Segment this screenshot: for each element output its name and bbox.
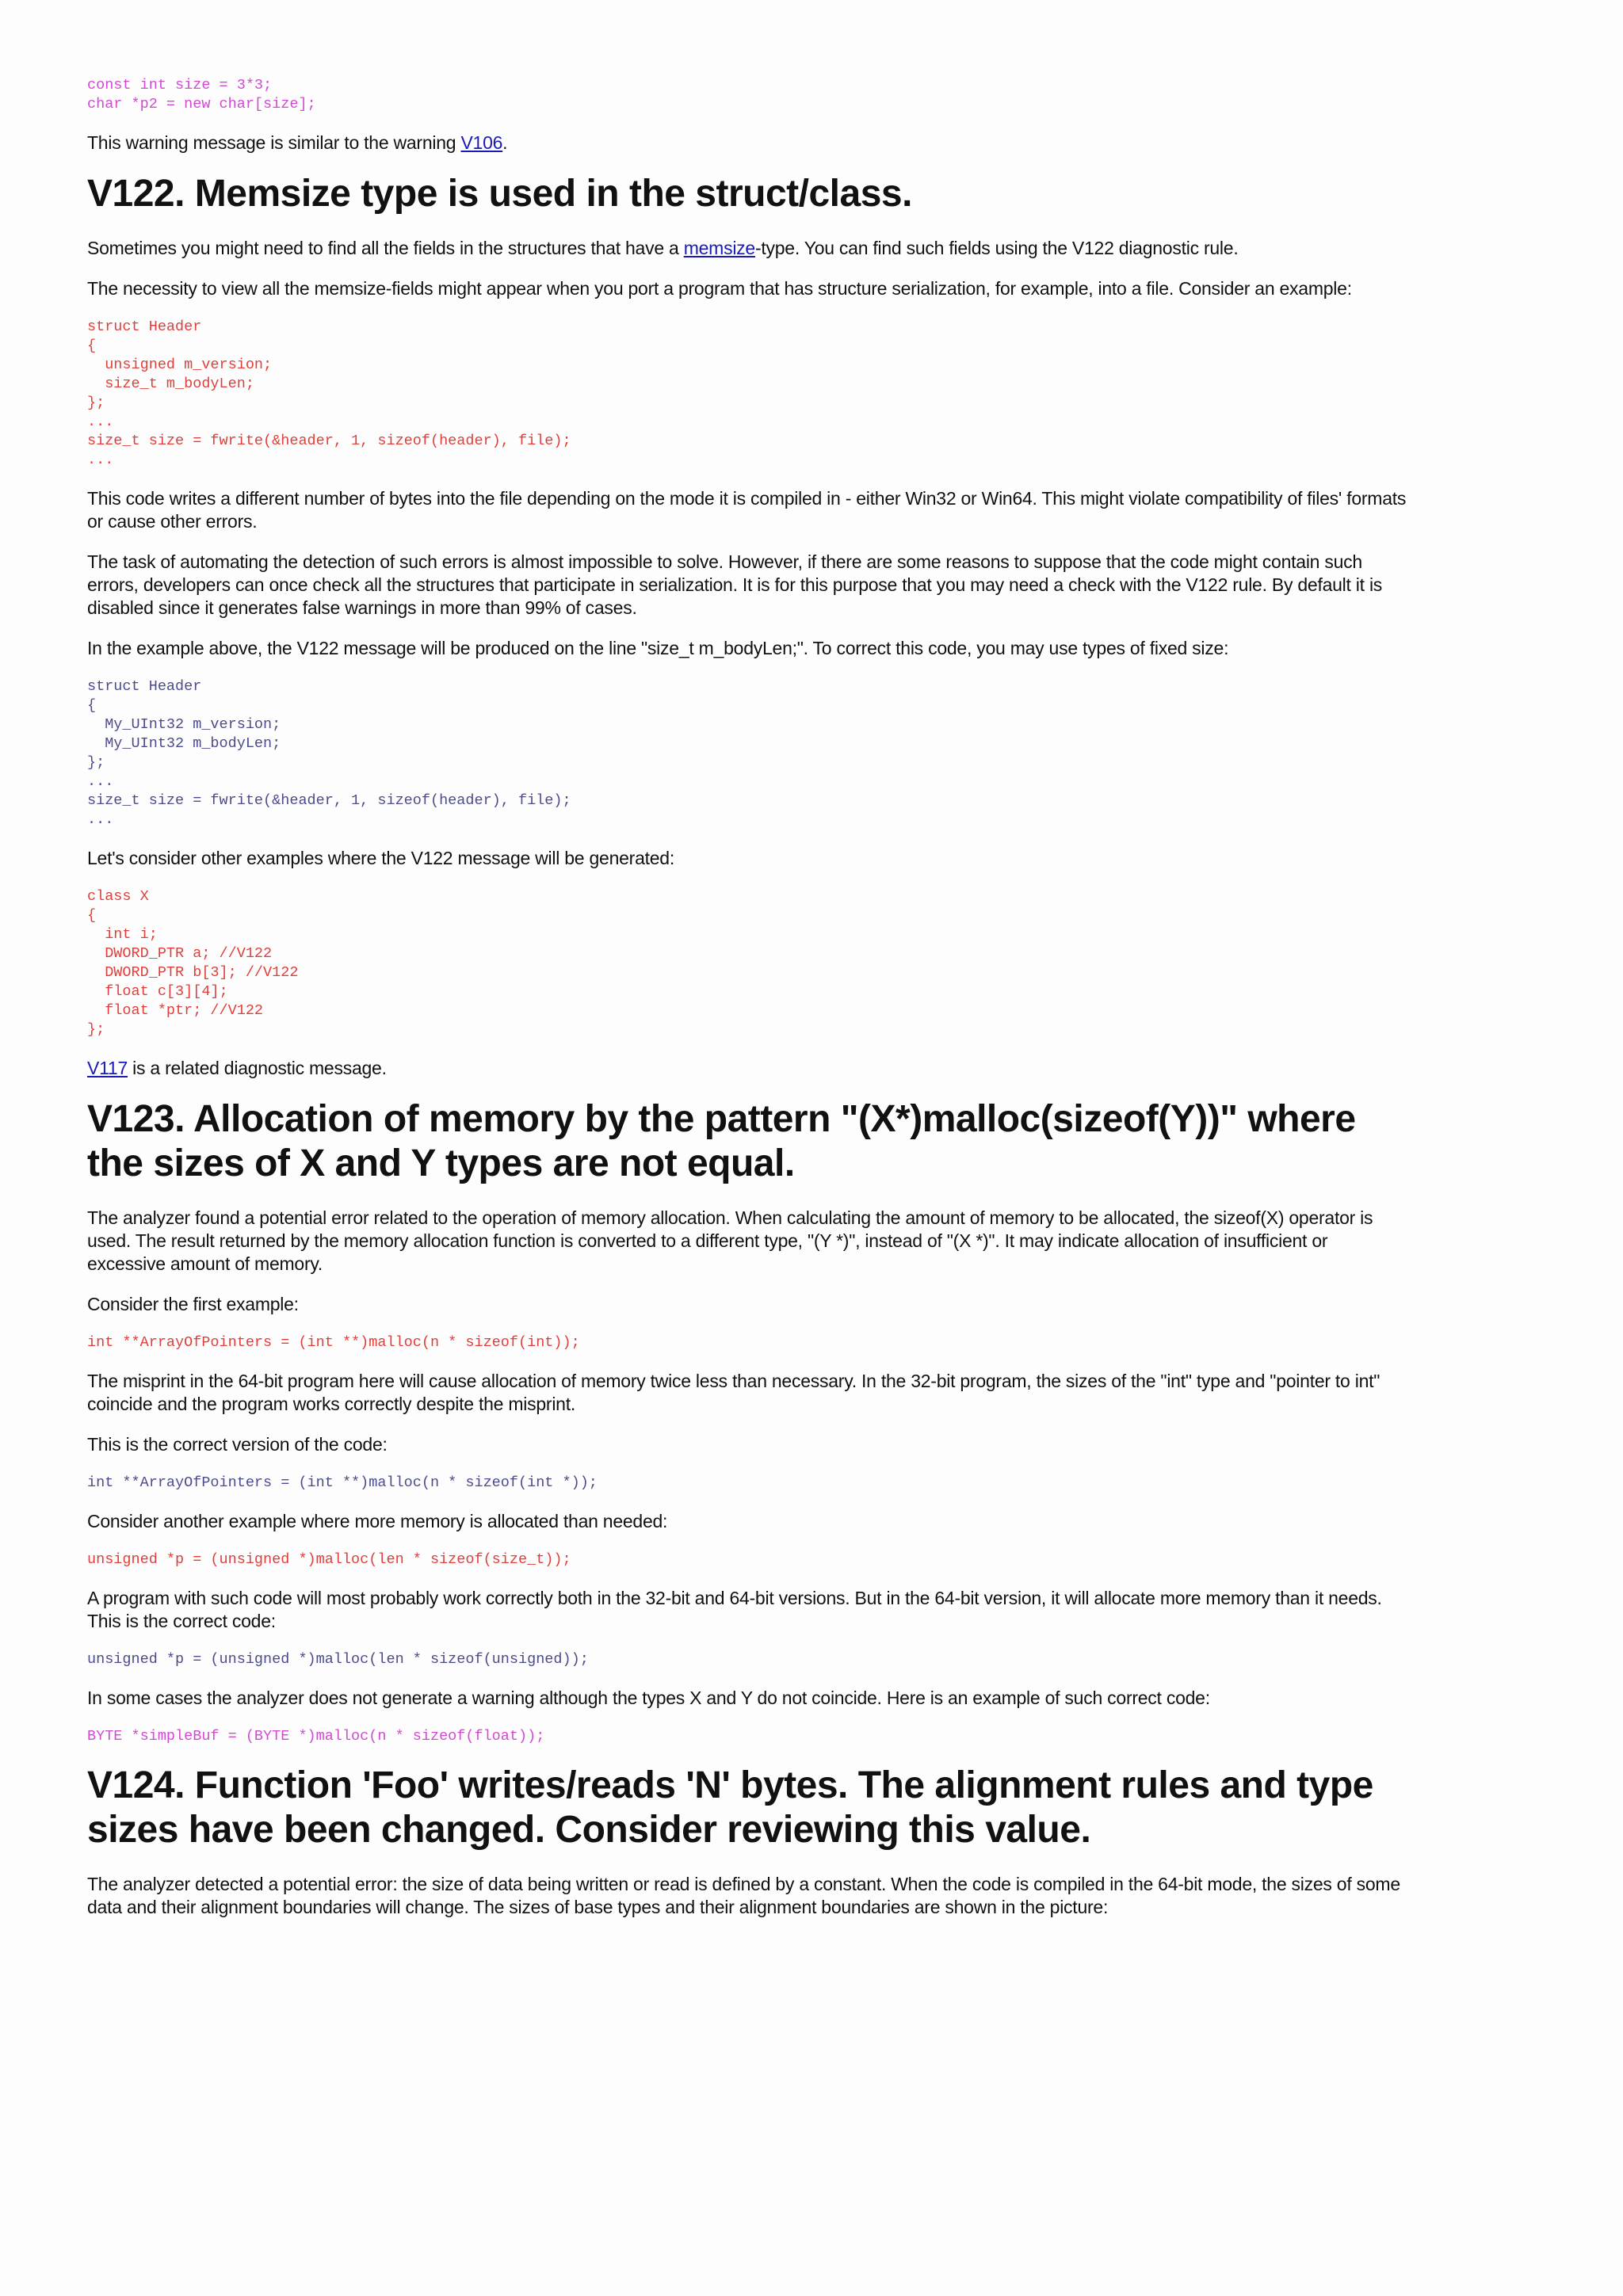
heading-v123: V123. Allocation of memory by the pattern "(X*)malloc(sizeof(Y))" where the sizes of X and Y types are not equal. [87, 1098, 1356, 1184]
text-segment: Sometimes you might need to find all the fields in the structures that have a [87, 238, 684, 258]
paragraph-v123-misprint: The misprint in the 64-bit program here will cause allocation of memory twice less than necessary. In the 32-bit program, the sizes of the "int" type and "pointer to int" coincide and the program works correctly despite the misprint. [87, 1371, 1381, 1414]
paragraph-v123-correct-version: This is the correct version of the code: [87, 1434, 388, 1455]
paragraph-v122-automation: The task of automating the detection of such errors is almost impossible to solve. However, if there are some reasons to suppose that the code might contain such errors, developers can once check all the structures that participate in serialization. It is for this purpose that you may need a check with the V122 rule. By default it is disabled since it generates false warnings in more than 99% of cases. [87, 551, 1383, 618]
paragraph-v124-intro: The analyzer detected a potential error: the size of data being written or read is defined by a constant. When the code is compiled in the 64-bit mode, the sizes of some data and their alignment boundaries will change. The sizes of base types and their alignment boundaries are shown in the picture: [87, 1874, 1400, 1917]
code-block-class-x: class X { int i; DWORD_PTR a; //V122 DWORD_PTR b[3]; //V122 float c[3][4]; float *ptr; //V122 }; [87, 888, 299, 1038]
link-memsize[interactable]: memsize [683, 238, 755, 258]
paragraph-v123-another-example: Consider another example where more memory is allocated than needed: [87, 1511, 668, 1531]
code-block-header-struct-bad: struct Header { unsigned m_version; size_t m_bodyLen; }; ... size_t size = fwrite(&header, 1, sizeof(header), file); ... [87, 318, 571, 468]
heading-v122: V122. Memsize type is used in the struct/class. [87, 173, 912, 215]
link-v106[interactable]: V106 [460, 132, 503, 153]
code-block-header-struct-fixed: struct Header { My_UInt32 m_version; My_UInt32 m_bodyLen; }; ... size_t size = fwrite(&header, 1, sizeof(header), file); ... [87, 678, 571, 828]
document-content [87, 76, 1407, 1936]
paragraph-v122-intro [87, 237, 1407, 260]
paragraph-v123-first-example: Consider the first example: [87, 1294, 299, 1314]
text-segment: This warning message is similar to the warning [87, 132, 461, 153]
paragraph-v122-correction: In the example above, the V122 message will be produced on the line "size_t m_bodyLen;". To correct this code, you may use types of fixed size: [87, 638, 1229, 658]
code-block-array-of-pointers-bad: int **ArrayOfPointers = (int **)malloc(n * sizeof(int)); [87, 1334, 580, 1351]
text-segment: -type. You can find such fields using the V122 diagnostic rule. [754, 238, 1239, 258]
paragraph-v122-related [87, 1057, 1407, 1080]
link-v117[interactable]: V117 [87, 1058, 128, 1078]
paragraph-v123-program-works: A program with such code will most probably work correctly both in the 32-bit and 64-bit versions. But in the 64-bit version, it will allocate more memory than it needs. This is the correct code: [87, 1588, 1382, 1631]
code-block-unsigned-bad: unsigned *p = (unsigned *)malloc(len * sizeof(size_t)); [87, 1551, 571, 1568]
paragraph-warning-similar [87, 132, 1407, 154]
paragraph-v122-bytes: This code writes a different number of bytes into the file depending on the mode it is compiled in - either Win32 or Win64. This might violate compatibility of files' formats or cause other errors. [87, 488, 1407, 532]
paragraph-v123-intro: The analyzer found a potential error related to the operation of memory allocation. When calculating the amount of memory to be allocated, the sizeof(X) operator is used. The result returned by the memory allocation function is converted to a different type, "(Y *)", instead of "(X *)". It may indicate allocation of insufficient or excessive amount of memory. [87, 1207, 1373, 1274]
paragraph-v122-necessity: The necessity to view all the memsize-fields might appear when you port a program that has structure serialization, for example, into a file. Consider an example: [87, 278, 1352, 299]
code-block-array-of-pointers-fixed: int **ArrayOfPointers = (int **)malloc(n * sizeof(int *)); [87, 1474, 598, 1491]
heading-v124: V124. Function 'Foo' writes/reads 'N' bytes. The alignment rules and type sizes have been changed. Consider reviewing this value. [87, 1764, 1373, 1851]
code-block-size-example: const int size = 3*3; char *p2 = new char[size]; [87, 77, 316, 113]
code-block-unsigned-fixed: unsigned *p = (unsigned *)malloc(len * sizeof(unsigned)); [87, 1651, 589, 1668]
text-segment: . [502, 132, 508, 153]
paragraph-v123-no-warning: In some cases the analyzer does not generate a warning although the types X and Y do not coincide. Here is an example of such correct code: [87, 1688, 1210, 1708]
paragraph-v122-other-examples: Let's consider other examples where the V122 message will be generated: [87, 848, 674, 868]
code-block-simple-buf: BYTE *simpleBuf = (BYTE *)malloc(n * sizeof(float)); [87, 1728, 545, 1745]
text-segment: is a related diagnostic message. [128, 1058, 387, 1078]
